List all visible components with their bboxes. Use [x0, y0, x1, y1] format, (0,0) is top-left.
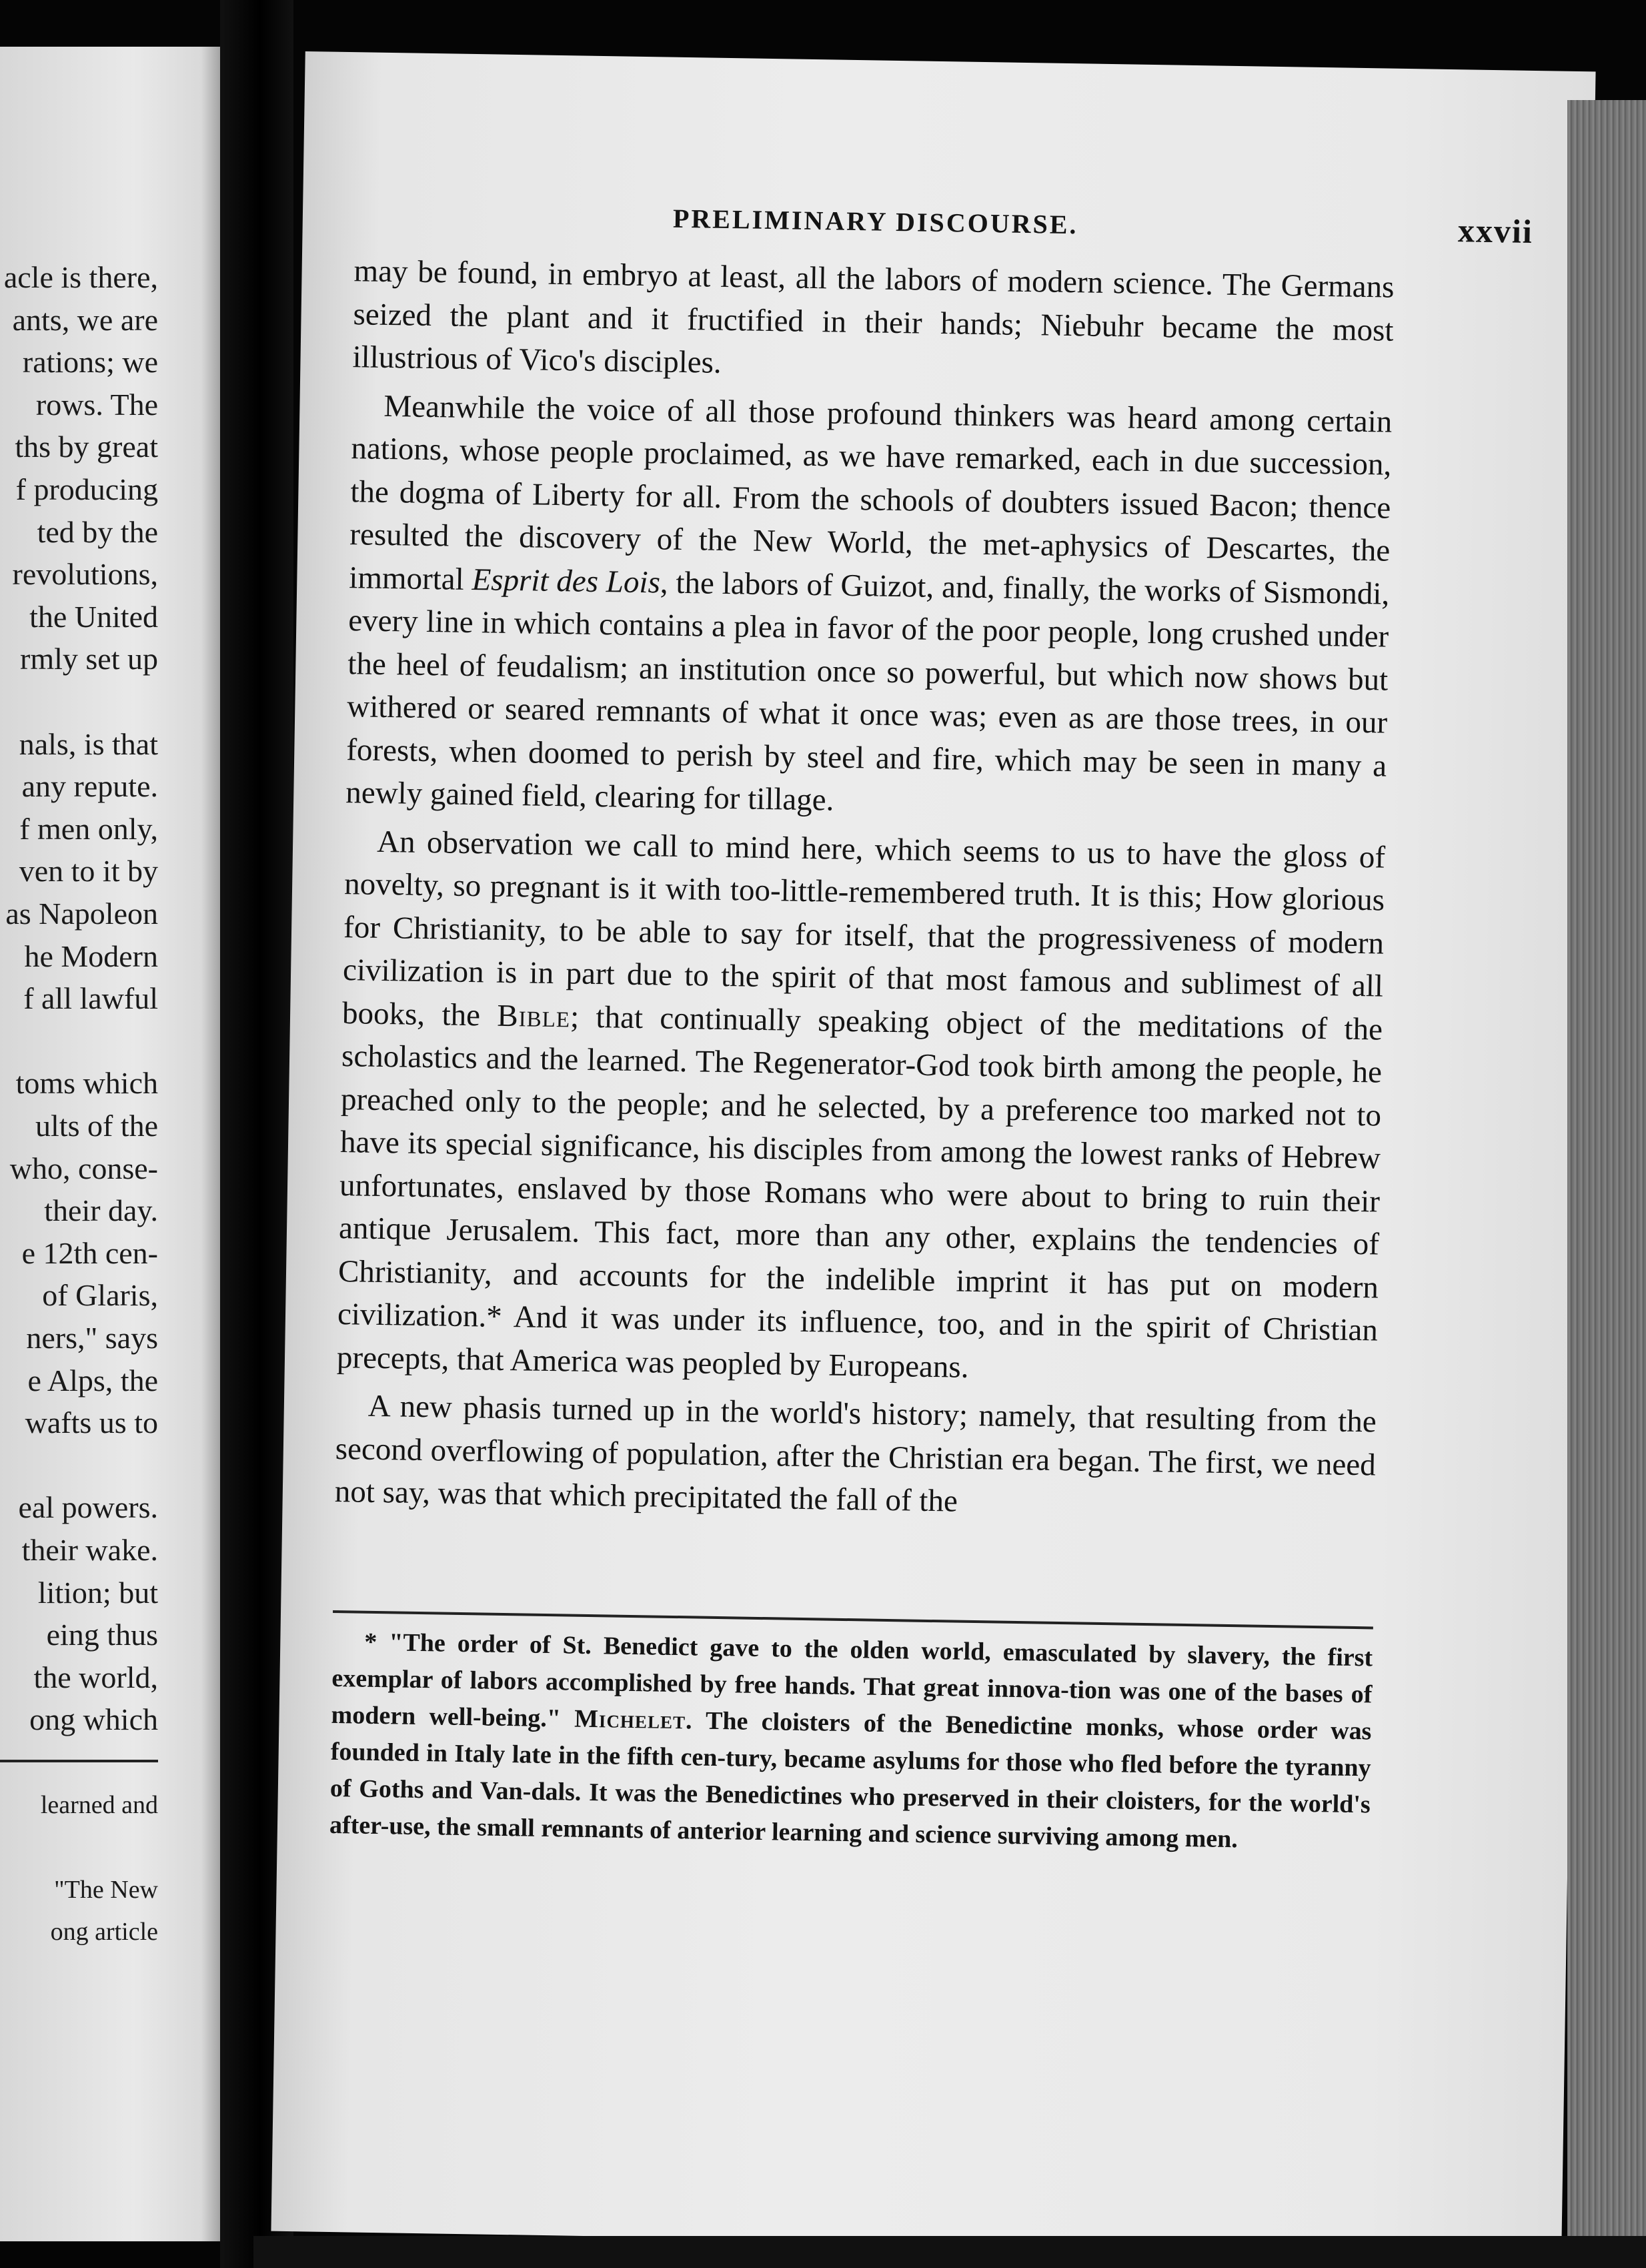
left-page-line: ants, we are — [12, 302, 158, 337]
page-number: xxvii — [1457, 211, 1534, 250]
left-facing-page — [0, 47, 223, 2241]
running-head — [302, 197, 1593, 257]
left-page-line: their wake. — [21, 1533, 158, 1567]
paragraph-3-small-caps: Bible — [496, 998, 571, 1034]
left-page-line: ven to it by — [19, 854, 158, 889]
left-page-line: nals, is that — [19, 726, 158, 761]
paragraph-2-italic-title: Esprit des Lois — [472, 562, 661, 600]
left-page-line: any repute. — [21, 769, 158, 804]
left-page-line: acle is there, — [3, 260, 158, 294]
left-page-line: learned and — [40, 1790, 158, 1819]
left-page-line: ted by the — [37, 514, 158, 549]
left-footnote-rule — [0, 1760, 158, 1762]
left-page-line: rmly set up — [20, 642, 158, 676]
left-page-line: who, conse- — [9, 1151, 158, 1185]
scan-bottom-edge — [253, 2236, 1646, 2268]
footnote — [329, 1624, 1373, 1860]
left-page-line: lition; but — [37, 1575, 158, 1610]
right-page — [271, 51, 1595, 2251]
left-page-line: eing thus — [46, 1618, 158, 1652]
left-page-line: revolutions, — [12, 557, 158, 592]
body-text — [334, 249, 1395, 1535]
paragraph-2-part-b: , the labors of Guizot, and, finally, the works of Sismondi, every line in which contains a plea in favor of the poor people, long crushed under the heel of feudalism; an institution once so powerful, but which now shows but withered or seared remnants of what it once was; even as are those trees, in our forests, when doomed to perish by steel and fire, which may be seen in many a newly gained field, clearing for tillage. — [345, 564, 1390, 818]
left-page-line: the world, — [33, 1660, 158, 1694]
left-page-line: e 12th cen- — [21, 1235, 158, 1270]
footnote-author: Michelet. — [574, 1704, 693, 1735]
left-page-line: eal powers. — [18, 1490, 158, 1525]
left-page-line: ong article — [50, 1918, 158, 1946]
left-page-line: wafts us to — [25, 1405, 158, 1440]
left-page-line: rows. The — [35, 387, 158, 422]
paragraph-4: A new phasis turned up in the world's history; namely, that resulting from the second overflowing of population, after the Christian era began. The first, we need not say, was that which precipitated the fall of the — [334, 1388, 1377, 1519]
left-page-line: rations; we — [22, 345, 158, 380]
page-edges — [1567, 100, 1646, 2255]
left-page-line: f producing — [15, 472, 158, 506]
footnote-part-a: * "The order of St. Benedict gave to the olden world, emasculated by slavery, the first exemplar of labors accomplished by free hands. That great innova-tion was one of the bases of modern well-being." — [331, 1628, 1373, 1733]
left-page-line: their day. — [44, 1193, 158, 1228]
left-page-line: f men only, — [19, 811, 158, 846]
paragraph-3-part-a: An observation we call to mind here, which seems to us to have the gloss of novelty, so pregnant is it with too-little-remembered truth. It is this; How glorious for Christianity, to be able to say for itself, that the progressiveness of modern civilization is in part due to the spirit of that most famous and sublimest of all books, the — [341, 824, 1386, 1033]
left-page-line: the United — [29, 599, 158, 634]
footnote-part-b: The cloisters of the Benedictine monks, whose order was founded in Italy late in the fifth cen-tury, became asylums for those who fled before the tyranny of Goths and Van-dals. It was the Benedictines who preserved in their cloisters, for the world's after-use, the small remnants of anterior learning and science surviving among men. — [329, 1706, 1372, 1854]
left-page-line: as Napoleon — [5, 897, 158, 931]
left-page-line: ults of the — [35, 1109, 158, 1143]
paragraph-3 — [337, 820, 1386, 1395]
left-page-line: f all lawful — [23, 981, 158, 1016]
running-head-title: PRELIMINARY DISCOURSE. — [672, 203, 1078, 240]
left-page-line: ners," says — [26, 1321, 158, 1355]
left-page-line: ong which — [29, 1702, 158, 1737]
paragraph-1: may be found, in embryo at least, all the labors of modern science. The Germans seized the plant and it fructified in their hands; Niebuhr became the most illustrious of Vico's disciples. — [352, 253, 1395, 380]
paragraph-2-part-a: Meanwhile the voice of all those profound thinkers was heard among certain nations, whose people proclaimed, as we have remarked, each in due succession, the dogma of Liberty for all. From the schools of doubters issued Bacon; thence resulted the discovery of the New World, the met-aphysics of Descartes, the immortal — [348, 388, 1393, 597]
left-page-line: he Modern — [24, 939, 158, 973]
paragraph-2 — [345, 384, 1393, 830]
left-page-line: ths by great — [15, 430, 158, 464]
left-page-line: "The New — [54, 1875, 158, 1904]
paragraph-3-part-b: ; that continually speaking object of the meditations of the scholastics and the learned. The Regenerator-God took birth among the people, he preached only to the people; and he selected, by a preference too marked not to have its special significance, his disciples from among the lowest ranks of Hebrew unfortunates, enslaved by those Romans who were about to bring to ruin their antique Jerusalem. This fact, more than any other, explains the tendencies of Christianity, and accounts for the indelible imprint it has put on modern civilization.* And it was under its influence, too, and in the spirit of Christian precepts, that America was peopled by Europeans. — [336, 999, 1383, 1385]
left-page-line: e Alps, the — [27, 1363, 158, 1397]
left-page-line: of Glaris, — [42, 1278, 158, 1313]
left-page-line: toms which — [15, 1066, 158, 1101]
